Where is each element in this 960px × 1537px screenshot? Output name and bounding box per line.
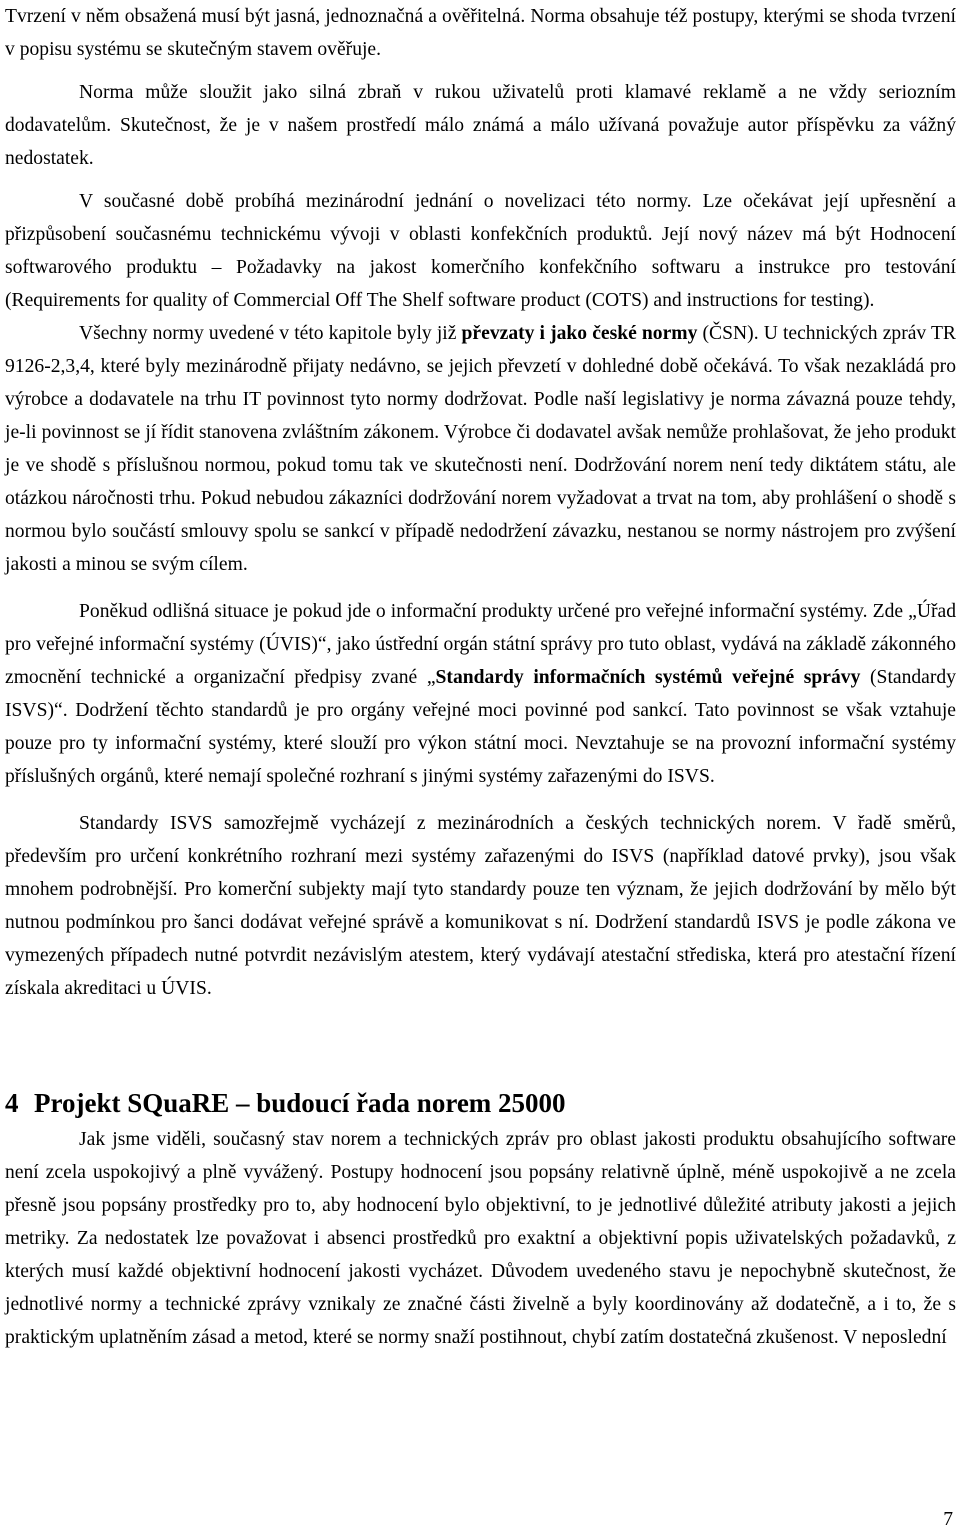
bold-text-run: Standardy informačních systémů veřejné správy: [435, 667, 861, 688]
text-run: Norma může sloužit jako silná zbraň v rukou uživatelů proti klamavé reklamě a ne vždy seriozním dodavatelům. Skutečnost, že je v našem prostředí málo známá a málo užívaná považuje autor příspěvku za vážný nedostatek.: [5, 82, 956, 169]
text-run: Tvrzení v něm obsažená musí být jasná, jednoznačná a ověřitelná. Norma obsahuje též postupy, kterými se shoda tvrzení v popisu systému se skutečným stavem ověřuje.: [5, 6, 956, 60]
bold-text-run: převzaty i jako české normy: [461, 323, 698, 344]
section-paragraph: Jak jsme viděli, současný stav norem a technických zpráv pro oblast jakosti produktu obsahujícího software není zcela uspokojivý a plně vyvážený. Postupy hodnocení jsou popsány relativně úplně, méně uspokojivě a ne zcela přesně jsou popsány prostředky pro to, aby hodnocení bylo objektivní, to je jednotlivé důležité atributy jakosti a jejich metriky. Za nedostatek lze považovat i absenci prostředků pro exaktní a objektivní popis uživatelských požadavků, z kterých musí každé objektivní hodnocení jakosti vycházet. Důvodem uvedeného stavu je nepochybně skutečnost, že jednotlivé normy a technické zprávy vznikaly ze značné části živelně a byly koordinovány až dodatečně, a i to, že s praktickým uplatněním zásad a metod, které se normy snaží postihnout, chybí zatím dostatečná zkušenost. V neposlední: [5, 1129, 956, 1348]
text-run: V současné době probíhá mezinárodní jednání o novelizaci této normy. Lze očekávat její upřesnění a přizpůsobení současnému technickému vývoji v oblasti konfekčních produktů. Její nový název má být Hodnocení softwarového produktu – Požadavky na jakost komerčního konfekčního softwaru a instrukce pro testování (Requirements for quality of Commercial Off The Shelf software product (COTS) and instructions for testing).: [5, 191, 956, 311]
text-run: Poněkud odlišná situace je pokud jde o informační produkty určené pro veřejné informační systémy. Zde „Úřad pro veřejné informační systémy (ÚVIS)“, jako ústřední orgán státní správy pro tuto oblast, vydává na základě zákonného zmocnění technické a organizační předpisy zvané „: [5, 601, 956, 688]
paragraph-1: [5, 0, 956, 66]
text-run: Všechny normy uvedené v této kapitole byly již: [79, 323, 462, 344]
section-number: 4: [5, 1088, 19, 1118]
paragraph-3: [5, 185, 956, 317]
page-number: 7: [943, 1509, 953, 1530]
paragraph-2: [5, 76, 956, 175]
text-run: Standardy ISVS samozřejmě vycházejí z mezinárodních a českých technických norem. V řadě směrů, především pro určení konkrétního rozhraní mezi systémy zařazenými do ISVS (například datové prvky), jsou však mnohem podrobnější. Pro komerční subjekty mají tyto standardy pouze ten význam, že jejich dodržování by mělo být nutnou podmínkou pro šanci dodávat veřejné správě a komunikovat s ní. Dodržení standardů ISVS je podle zákona ve vymezených případech nutné potvrdit nezávislým atestem, který vydávají atestační střediska, která pro atestační řízení získala akreditaci u ÚVIS.: [5, 813, 956, 999]
document-page: [5, 0, 956, 1354]
section-title: Projekt SQuaRE – budoucí řada norem 25000: [34, 1088, 566, 1118]
paragraph-4: [5, 317, 956, 581]
text-run: (ČSN). U technických zpráv TR 9126-2,3,4, které byly mezinárodně přijaty nedávno, se jejich převzetí v dohledné době očekává. To však nezakládá pro výrobce a dodavatele na trhu IT povinnost tyto normy dodržovat. Podle naší legislativy je norma závazná pouze tehdy, je-li povinnost se jí řídit stanovena zvláštním zákonem. Výrobce či dodavatel avšak nemůže prohlašovat, že jeho produkt je ve shodě s příslušnou normou, pokud tomu tak ve skutečnosti není. Dodržování norem není tedy diktátem státu, ale otázkou náročnosti trhu. Pokud nebudou zákazníci dodržování norem vyžadovat a trvat na tom, aby prohlášení o shodě s normou bylo součástí smlouvy spolu se sankcí v případě nedodržení závazku, nestanou se normy nástrojem pro zvýšení jakosti a minou se svým cílem.: [5, 323, 956, 575]
paragraph-6: [5, 807, 956, 1005]
text-run: (Standardy ISVS)“. Dodržení těchto standardů je pro orgány veřejné moci povinné pod sankcí. Tato povinnost se však vztahuje pouze pro ty informační systémy, které slouží pro výkon státní moci. Nevztahuje se na provozní informační systémy příslušných orgánů, které nemají společné rozhraní s jinými systémy zařazenými do ISVS.: [5, 667, 956, 787]
paragraph-5: [5, 595, 956, 793]
section-heading: [5, 1083, 956, 1123]
